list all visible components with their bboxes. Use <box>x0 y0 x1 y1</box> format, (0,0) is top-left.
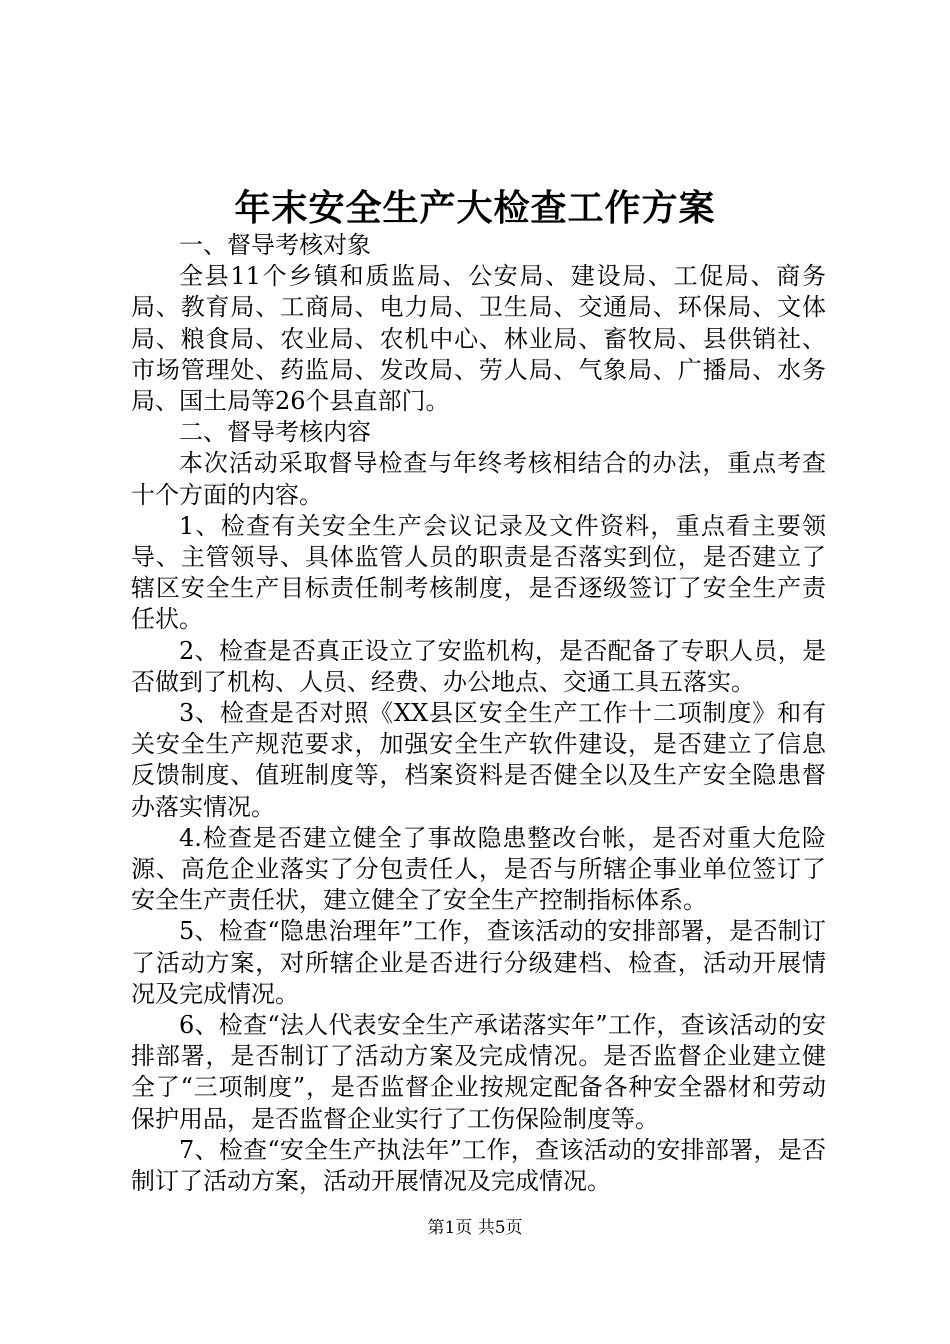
section-heading-2: 二、督导考核内容 <box>179 418 371 447</box>
paragraph-item-2: 2、检查是否真正设立了安监机构，是否配备了专职人员，是否做到了机构、人员、经费、办公地点、交通工具五落实。 <box>131 636 826 696</box>
document-title: 年末安全生产大检查工作方案 <box>234 187 716 229</box>
paragraph-item-1: 1、检查有关安全生产会议记录及文件资料，重点看主要领导、主管领导、具体监管人员的职责是否落实到位，是否建立了辖区安全生产目标责任制考核制度，是否逐级签订了安全生产责任状。 <box>131 511 826 634</box>
paragraph-item-6: 6、检查“法人代表安全生产承诺落实年”工作，查该活动的安排部署，是否制订了活动方案及完成情况。是否监督企业建立健全了“三项制度”，是否监督企业按规定配备各种安全器材和劳动保护用品，是否监督企业实行了工伤保险制度等。 <box>131 1011 826 1133</box>
paragraph-item-4: 4.检查是否建立健全了事故隐患整改台帐，是否对重大危险源、高危企业落实了分包责任人，是否与所辖企事业单位签订了安全生产责任状，建立健全了安全生产控制指标体系。 <box>131 823 826 915</box>
paragraph-item-7: 7、检查“安全生产执法年”工作，查该活动的安排部署，是否制订了活动方案，活动开展情况及完成情况。 <box>131 1135 826 1196</box>
section-heading-1: 一、督导考核对象 <box>179 231 371 259</box>
paragraph-method: 本次活动采取督导检查与年终考核相结合的办法，重点考查十个方面的内容。 <box>131 449 826 509</box>
paragraph-targets: 全县11个乡镇和质监局、公安局、建设局、工促局、商务局、教育局、工商局、电力局、卫生局、交通局、环保局、文体局、粮食局、农业局、农机中心、林业局、畜牧局、县供销社、市场管理处、药监局、发改局、劳人局、气象局、广播局、水务局、国土局等26个县直部门。 <box>131 262 826 416</box>
page-footer: 第1页 共5页 <box>427 1218 523 1238</box>
paragraph-item-5: 5、检查“隐患治理年”工作，查该活动的安排部署，是否制订了活动方案，对所辖企业是否进行分级建档、检查，活动开展情况及完成情况。 <box>131 917 826 1008</box>
document-body <box>131 230 826 1197</box>
paragraph-item-3: 3、检查是否对照《XX县区安全生产工作十二项制度》和有关安全生产规范要求，加强安全生产软件建设，是否建立了信息反馈制度、值班制度等，档案资料是否健全以及生产安全隐患督办落实情况。 <box>131 699 826 821</box>
